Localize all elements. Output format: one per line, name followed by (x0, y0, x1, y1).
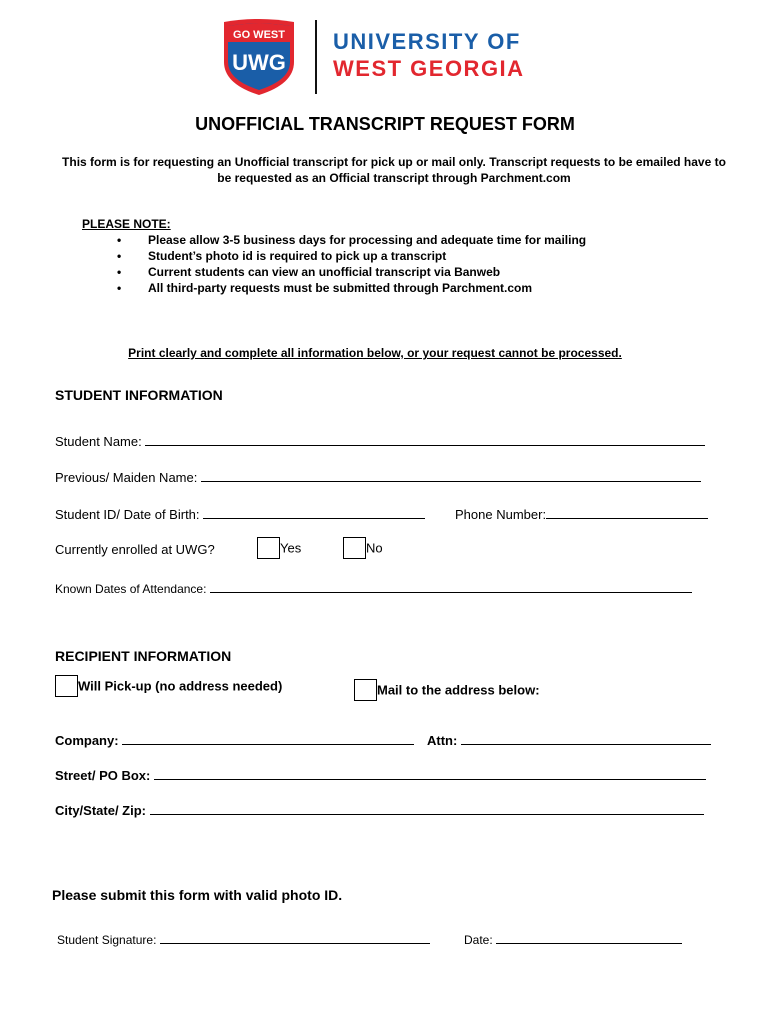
student-name-row (55, 433, 705, 449)
note-text: Please allow 3-5 business days for processing and adequate time for mailing (148, 233, 587, 247)
form-title: UNOFFICIAL TRANSCRIPT REQUEST FORM (195, 114, 575, 134)
logo-divider (315, 20, 317, 94)
yes-checkbox[interactable] (257, 537, 280, 559)
student-name-field[interactable] (145, 433, 705, 446)
mail-option[interactable] (354, 679, 540, 701)
signature-field[interactable] (160, 931, 430, 944)
pickup-label: Will Pick-up (no address needed) (78, 678, 283, 694)
attn-field[interactable] (461, 732, 711, 745)
note-item: • All third-party requests must be submitted through Parchment.com (117, 281, 533, 295)
maiden-name-label: Previous/ Maiden Name: (55, 470, 198, 485)
company-label: Company: (55, 733, 119, 748)
attendance-label: Known Dates of Attendance: (55, 582, 207, 596)
company-field[interactable] (122, 732, 414, 745)
signature-row (57, 931, 430, 947)
note-text: Student’s photo id is required to pick up a transcript (148, 249, 447, 263)
badge-text-bottom: UWG (232, 50, 286, 75)
phone-field[interactable] (546, 506, 708, 519)
note-item: • Current students can view an unofficial transcript via Banweb (117, 265, 501, 279)
street-field[interactable] (154, 767, 706, 780)
note-text: Current students can view an unofficial transcript via Banweb (148, 265, 501, 279)
maiden-name-row (55, 469, 701, 485)
signature-label: Student Signature: (57, 933, 157, 947)
id-dob-label: Student ID/ Date of Birth: (55, 507, 200, 522)
no-checkbox[interactable] (343, 537, 366, 559)
attendance-row (55, 580, 692, 596)
student-info-heading: STUDENT INFORMATION (55, 387, 223, 403)
enrolled-label: Currently enrolled at UWG? (55, 542, 215, 557)
enrolled-no-option[interactable] (343, 537, 383, 559)
date-label: Date: (464, 933, 493, 947)
pickup-option[interactable] (55, 675, 282, 697)
enrolled-yes-option[interactable] (257, 537, 301, 559)
pickup-checkbox[interactable] (55, 675, 78, 697)
student-name-label: Student Name: (55, 434, 142, 449)
submit-notice: Please submit this form with valid photo ID. (52, 887, 343, 903)
attn-label: Attn: (427, 733, 458, 748)
note-heading: PLEASE NOTE: (82, 217, 171, 231)
yes-label: Yes (280, 540, 302, 556)
maiden-name-field[interactable] (201, 469, 701, 482)
mail-label: Mail to the address below: (377, 682, 540, 698)
attendance-field[interactable] (210, 580, 692, 593)
street-label: Street/ PO Box: (55, 768, 151, 783)
city-row (55, 802, 704, 818)
company-row (55, 732, 414, 748)
city-label: City/State/ Zip: (55, 803, 147, 818)
recipient-info-heading: RECIPIENT INFORMATION (55, 648, 232, 664)
city-field[interactable] (150, 802, 704, 815)
uwg-shield-logo (222, 18, 296, 96)
note-text: All third-party requests must be submitted through Parchment.com (148, 281, 533, 295)
note-item: • Student’s photo id is required to pick up a transcript (117, 249, 447, 263)
print-notice: Print clearly and complete all information below, or your request cannot be processed. (128, 346, 622, 360)
form-intro: This form is for requesting an Unofficial transcript for pick up or mail only. Transcript requests to be emailed have to be requested as an Official transcript through Parchment.com (62, 155, 726, 185)
id-dob-field[interactable] (203, 506, 425, 519)
date-field[interactable] (496, 931, 682, 944)
id-dob-row (55, 506, 425, 522)
phone-row (455, 506, 708, 522)
university-name-line1: UNIVERSITY OF (333, 29, 521, 54)
badge-text-top: GO WEST (233, 29, 285, 41)
attn-row (427, 732, 711, 748)
note-item: • Please allow 3-5 business days for processing and adequate time for mailing (117, 233, 587, 247)
street-row (55, 767, 706, 783)
phone-label: Phone Number: (455, 507, 547, 522)
note-list (114, 232, 586, 296)
mail-checkbox[interactable] (354, 679, 377, 701)
date-row (464, 931, 682, 947)
university-name-line2: WEST GEORGIA (333, 56, 525, 81)
no-label: No (366, 540, 383, 556)
